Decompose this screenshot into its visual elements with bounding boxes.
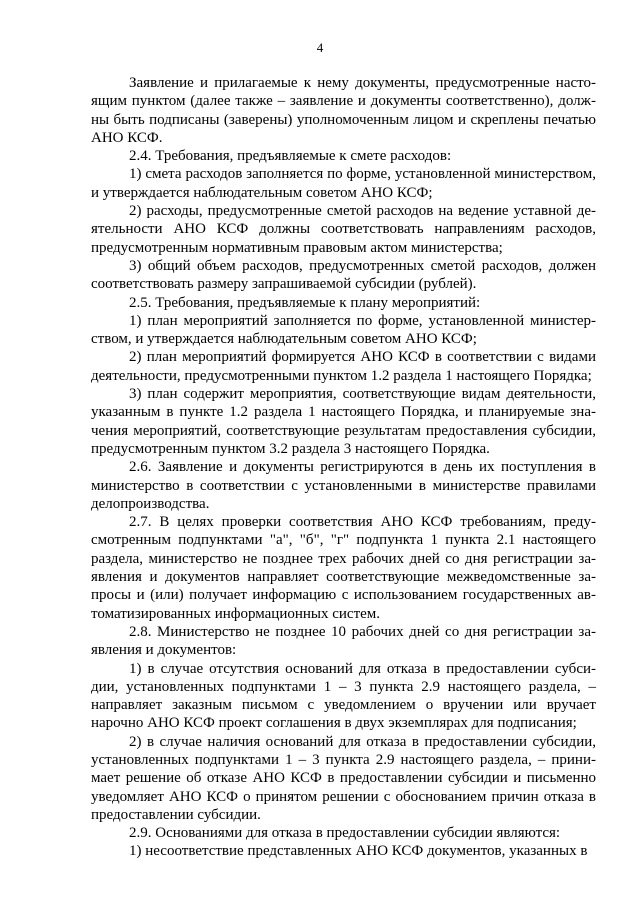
paragraph: 2.4. Требования, предъявляемые к смете расходов: [129,148,452,165]
paragraph: 2.9. Основаниями для отказа в предоставлении субсидии являются: [129,825,561,842]
paragraph: 1) в случае отсутствия оснований для отказа в предоставлении субсидии, установленных подпунктами 1 – 3 пункта 2.9 настоящего раздела, – направляет заказным письмом с уведомлением о вручении или вручает нарочно АНО КСФ проект соглашения в двух экземплярах для подписания; [91,660,596,732]
paragraph: 3) план содержит мероприятия, соответствующие видам деятельности, указанным в пункте 1.2 раздела 1 настоящего Порядка, и планируемые значения мероприятий, соответствующие результатам предоставления субсидии, предусмотренным пунктом 3.2 раздела 3 настоящего Порядка. [91,386,596,457]
paragraph: 2.6. Заявление и документы регистрируются в день их поступления в министерство в соответствии с установленными в министерстве правилами делопроизводства. [91,459,596,512]
paragraph: Заявление и прилагаемые к нему документы, предусмотренные настоящим пунктом (далее также – заявление и документы соответственно), должны быть подписаны (заверены) уполномоченным лицом и скреплены печатью АНО КСФ. [91,75,596,146]
paragraph: 2) план мероприятий формируется АНО КСФ в соответствии с видами деятельности, предусмотренными пунктом 1.2 раздела 1 настоящего Порядка; [91,349,596,384]
page-number: 4 [316,40,324,55]
paragraph: 2) расходы, предусмотренные сметой расходов на ведение уставной деятельности АНО КСФ должны соответствовать направлениям расходов, предусмотренным нормативным правовым актом министерства; [91,203,596,256]
paragraph: 1) план мероприятий заполняется по форме, установленной министерством, и утверждается наблюдательным советом АНО КСФ; [91,312,596,348]
paragraph: 3) общий объем расходов, предусмотренных сметой расходов, должен соответствовать размеру запрашиваемой субсидии (рублей). [91,257,596,293]
paragraph: 2.7. В целях проверки соответствия АНО КСФ требованиям, предусмотренным подпунктами "а", "б", "г" подпункта 1 пункта 2.1 настоящего раздела, министерство не позднее трех рабочих дней со дня регистрации заявления и документов направляет соответствующие межведомственные запросы и (или) получает информацию с использованием государственных автоматизированных информационных систем. [91,514,596,622]
paragraph: 2.5. Требования, предъявляемые к плану мероприятий: [129,294,481,311]
paragraph: 2.8. Министерство не позднее 10 рабочих дней со дня регистрации заявления и документов: [91,623,596,659]
paragraph: 1) несоответствие представленных АНО КСФ документов, указанных в [129,843,588,860]
document-body [91,74,596,861]
paragraph: 2) в случае наличия оснований для отказа в предоставлении субсидии, установленных подпунктами 1 – 3 пункта 2.9 настоящего раздела, – принимает решение об отказе АНО КСФ в предоставлении субсидии и письменно уведомляет АНО КСФ о принятом решении с обоснованием причин отказа в предоставлении субсидии. [91,733,596,823]
paragraph: 1) смета расходов заполняется по форме, установленной министерством, и утверждается наблюдательным советом АНО КСФ; [91,166,596,201]
